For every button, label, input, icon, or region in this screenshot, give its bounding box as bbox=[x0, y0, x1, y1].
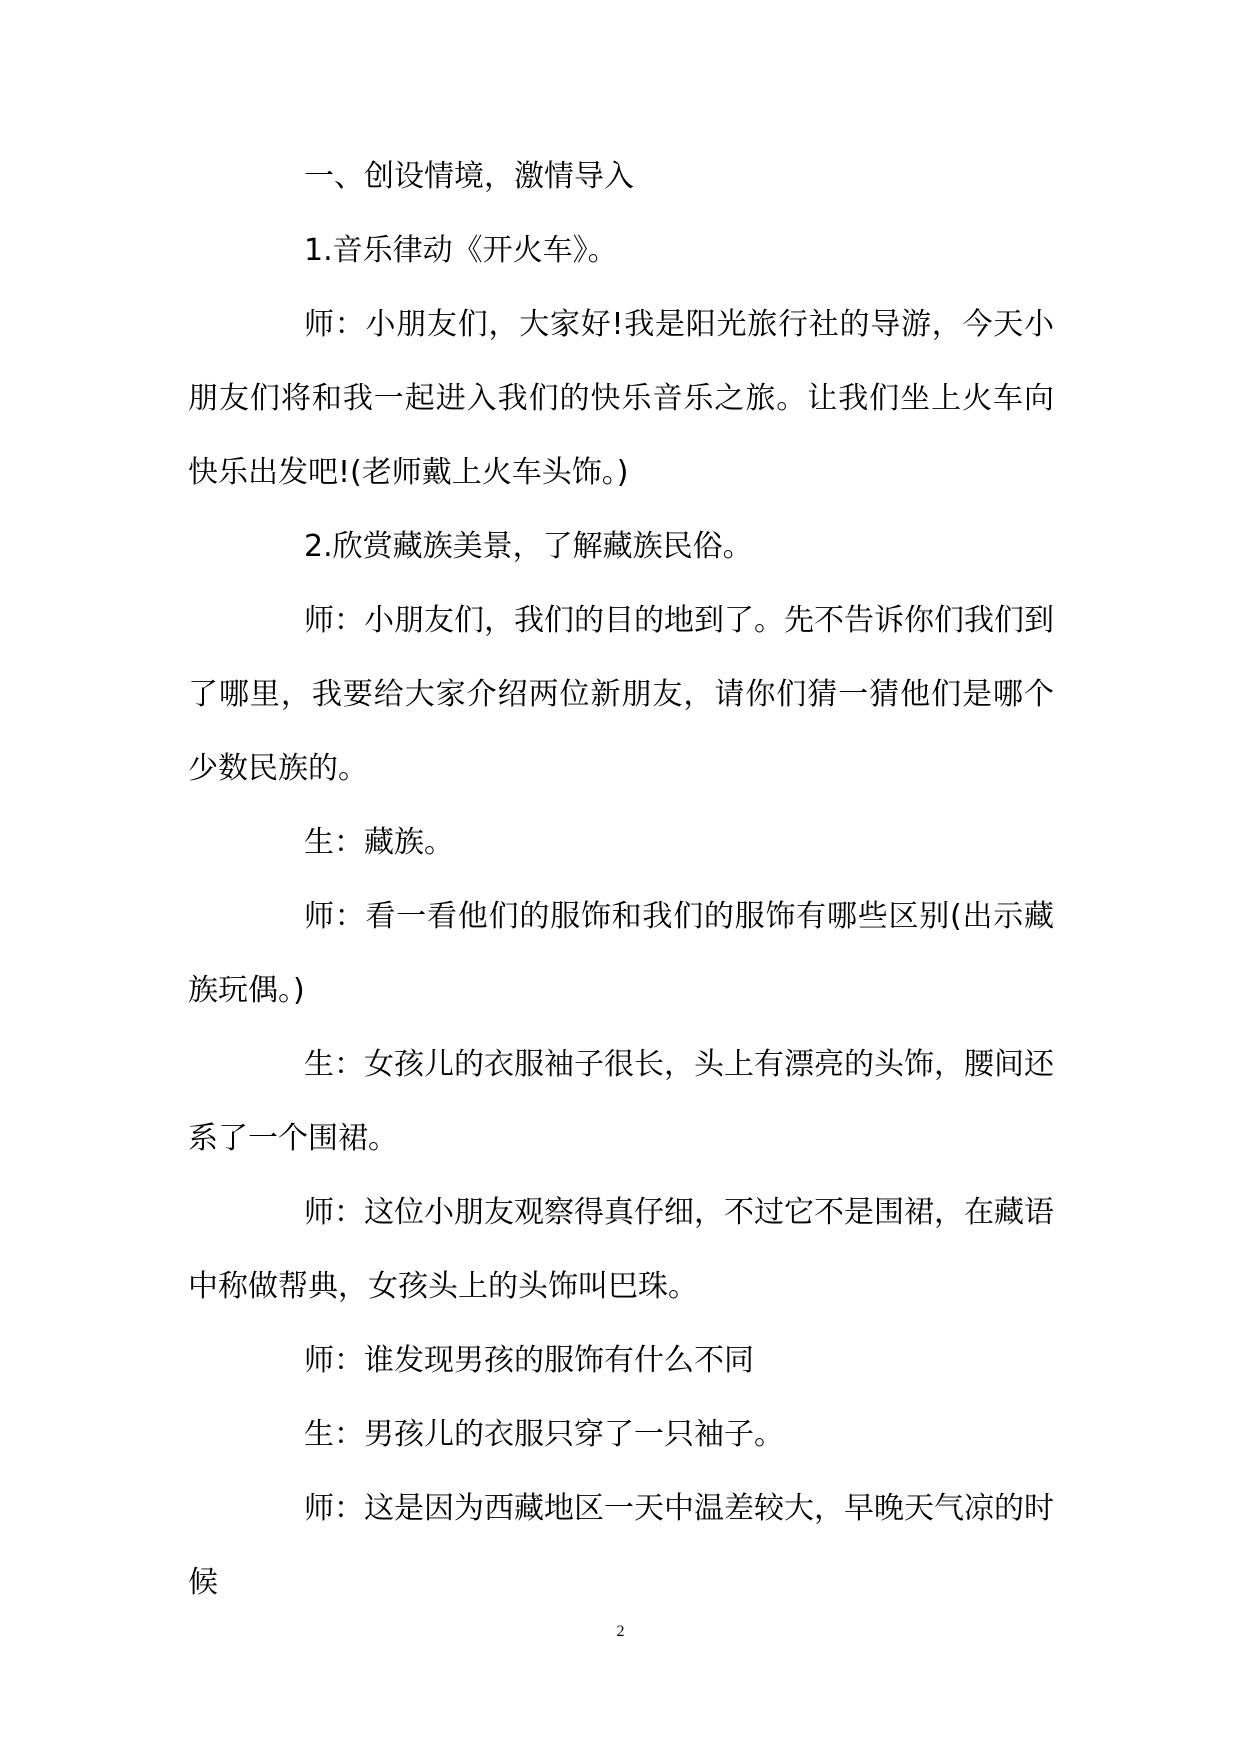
paragraph: 师：这是因为西藏地区一天中温差较大，早晚天气凉的时候 bbox=[188, 1491, 1054, 1600]
paragraph: 生：藏族。 bbox=[304, 825, 454, 860]
paragraph: 师：看一看他们的服饰和我们的服饰有哪些区别(出示藏族玩偶。) bbox=[188, 899, 1054, 1008]
paragraph: 生：女孩儿的衣服袖子很长，头上有漂亮的头饰，腰间还系了一个围裙。 bbox=[188, 1047, 1054, 1156]
section-heading: 一、创设情境，激情导入 bbox=[304, 159, 634, 194]
paragraph: 生：男孩儿的衣服只穿了一只袖子。 bbox=[304, 1417, 784, 1452]
paragraph: 师：小朋友们，大家好!我是阳光旅行社的导游，今天小朋友们将和我一起进入我们的快乐音乐之旅。让我们坐上火车向快乐出发吧!(老师戴上火车头饰。) bbox=[188, 307, 1054, 490]
paragraph: 师：小朋友们，我们的目的地到了。先不告诉你们我们到了哪里，我要给大家介绍两位新朋友，请你们猜一猜他们是哪个少数民族的。 bbox=[188, 603, 1054, 786]
paragraph: 师：谁发现男孩的服饰有什么不同 bbox=[304, 1343, 754, 1378]
paragraph: 2.欣赏藏族美景，了解藏族民俗。 bbox=[304, 529, 753, 564]
document-body bbox=[188, 140, 1054, 1620]
paragraph: 1.音乐律动《开火车》。 bbox=[304, 233, 618, 268]
paragraph: 师：这位小朋友观察得真仔细，不过它不是围裙，在藏语中称做帮典，女孩头上的头饰叫巴珠。 bbox=[188, 1195, 1054, 1304]
page-number: 2 bbox=[616, 1623, 625, 1640]
